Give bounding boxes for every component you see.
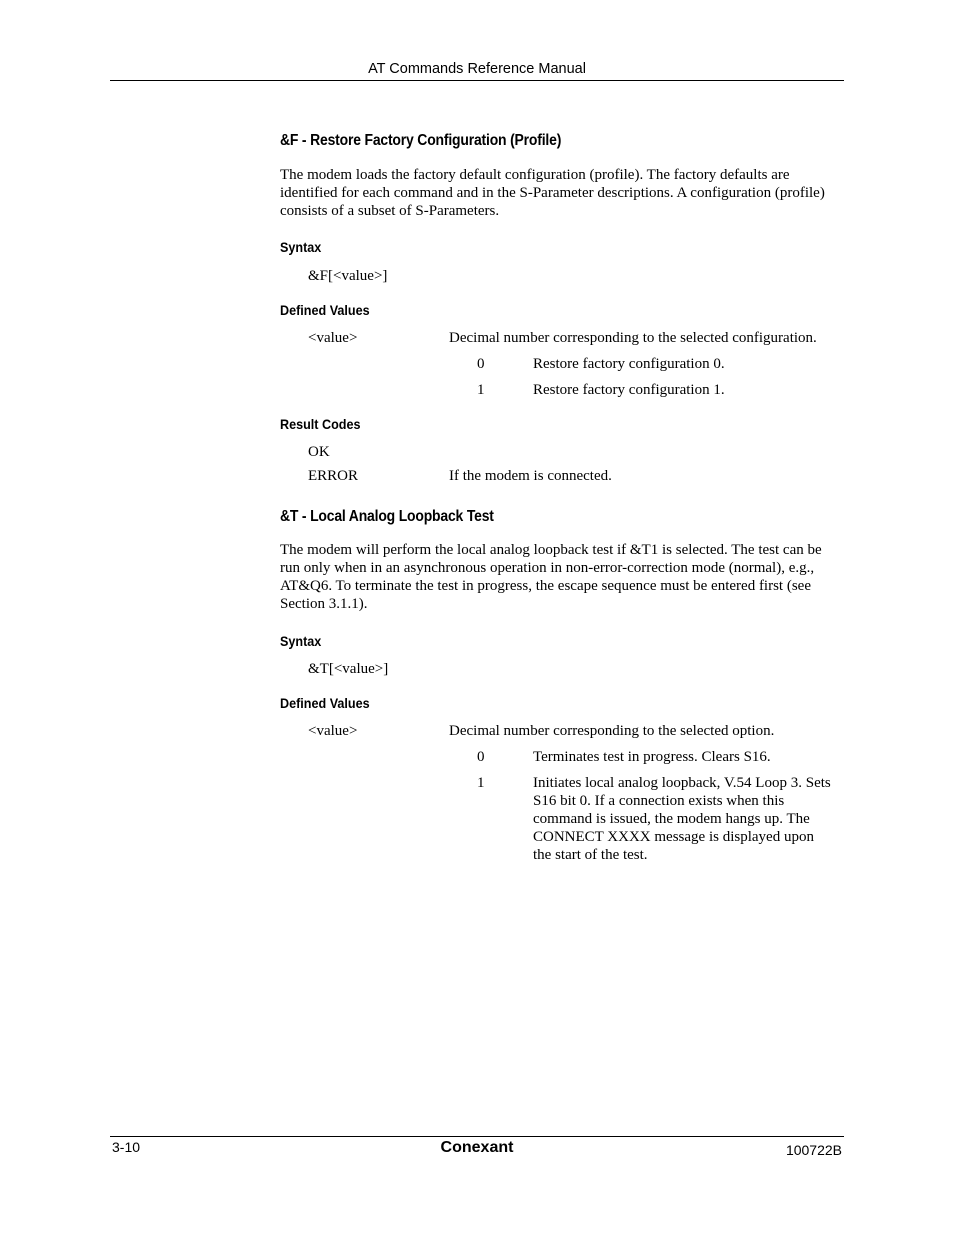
footer-rule <box>110 1136 844 1137</box>
param-name: <value> <box>308 723 358 739</box>
section-heading-restore-factory: &F - Restore Factory Configuration (Profile) <box>280 132 562 149</box>
result-code: OK <box>308 444 330 460</box>
value-description: Restore factory configuration 1. <box>533 382 725 398</box>
syntax-text: &T[<value>] <box>308 661 389 677</box>
page-number: 3-10 <box>112 1139 141 1155</box>
param-name: <value> <box>308 330 358 346</box>
running-header: AT Commands Reference Manual <box>368 61 586 77</box>
company-name: Conexant <box>440 1139 514 1156</box>
syntax-heading: Syntax <box>280 633 322 649</box>
document-number: 100722B <box>785 1142 842 1158</box>
result-code: ERROR <box>308 468 359 484</box>
value-description: Restore factory configuration 0. <box>533 356 725 372</box>
section-description-loopback-test: The modem will perform the local analog loopback test if &T1 is selected. The test can be run only when in an asynchronous operation in non-error-correction mode (normal), e.g., AT&Q6. To terminate the test in progress, the escape sequence must be entered first (see Section 3.1.1). <box>280 542 822 612</box>
value-code: 1 <box>477 775 485 791</box>
value-description: Terminates test in progress. Clears S16. <box>533 749 771 765</box>
defined-values-heading: Defined Values <box>280 695 370 711</box>
param-description: Decimal number corresponding to the selected configuration. <box>449 330 817 346</box>
header-rule <box>110 80 844 81</box>
syntax-text: &F[<value>] <box>308 268 388 284</box>
value-code: 0 <box>477 356 485 372</box>
param-description: Decimal number corresponding to the selected option. <box>449 723 775 739</box>
value-code: 1 <box>477 382 485 398</box>
defined-values-heading: Defined Values <box>280 302 370 318</box>
value-description: Initiates local analog loopback, V.54 Loop 3. Sets S16 bit 0. If a connection exists when this command is issued, the modem hangs up. The CONNECT XXXX message is displayed upon the start of the test. <box>533 775 831 863</box>
value-code: 0 <box>477 749 485 765</box>
section-heading-loopback-test: &T - Local Analog Loopback Test <box>280 508 494 525</box>
result-code-description: If the modem is connected. <box>449 468 612 484</box>
syntax-heading: Syntax <box>280 239 322 255</box>
section-description-restore-factory: The modem loads the factory default configuration (profile). The factory defaults are identified for each command and in the S-Parameter descriptions. A configuration (profile) consists of a subset of S-Parameters. <box>280 167 825 219</box>
result-codes-heading: Result Codes <box>280 416 361 432</box>
